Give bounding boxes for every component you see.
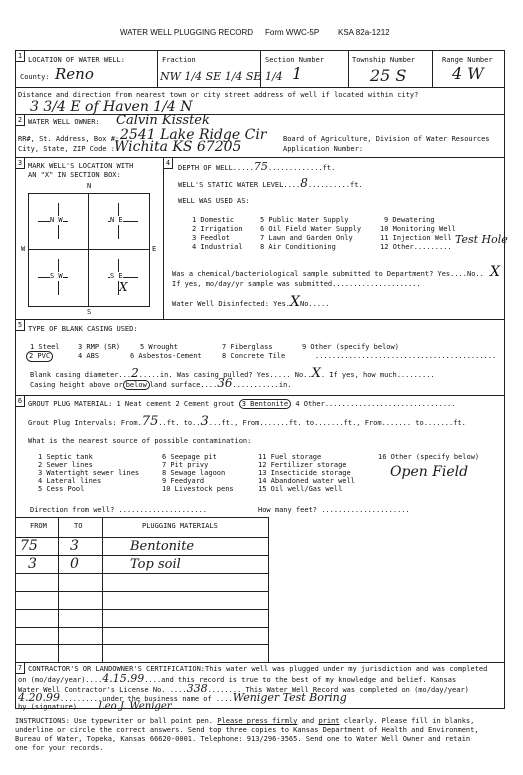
use-public-water-supply[interactable]: 5 Public Water Supply	[260, 216, 349, 224]
contam-sewer-lines[interactable]: 2 Sewer lines	[38, 461, 93, 469]
casing-below-circled[interactable]: below	[123, 380, 150, 390]
casing-other-blank[interactable]: ...........................................	[315, 352, 497, 360]
casing-pvc-circled[interactable]: 2 PVC	[26, 351, 53, 362]
owner-label: WATER WELL OWNER:	[28, 118, 100, 126]
form-number: Form WWC-5P	[265, 28, 320, 37]
east-label: E	[152, 245, 157, 253]
section-5-number: 5	[15, 319, 25, 331]
depth-value[interactable]: 75	[253, 160, 268, 173]
mark-location-label: MARK WELL'S LOCATION WITH	[28, 162, 134, 170]
contam-seepage-pit[interactable]: 6 Seepage pit	[162, 453, 217, 461]
form-title: WATER WELL PLUGGING RECORD	[120, 28, 254, 37]
grout-bentonite-circled[interactable]: 3 Bentonite	[239, 399, 291, 409]
signature[interactable]: Leo J. Weniger	[98, 701, 172, 712]
contam-fertilizer-storage[interactable]: 12 Fertilizer storage	[258, 461, 347, 469]
township-value[interactable]: 25 S	[370, 66, 407, 85]
contam-sewage-lagoon[interactable]: 8 Sewage lagoon	[162, 469, 226, 477]
contam-livestock-pens[interactable]: 10 Livestock pens	[162, 485, 234, 493]
direction-label[interactable]: Direction from well? .....................	[30, 506, 208, 514]
contam-fuel-storage[interactable]: 11 Fuel storage	[258, 453, 322, 461]
use-monitoring-well[interactable]: 10 Monitoring Well	[380, 225, 456, 233]
casing-height-label: Casing height above or	[30, 381, 123, 389]
casing-pulled-label: .....in. Was casing pulled? Yes..... No..	[138, 371, 312, 379]
casing-concrete-tile[interactable]: 8 Concrete Tile	[222, 352, 286, 360]
section-box[interactable]	[28, 193, 150, 307]
casing-type-label: TYPE OF BLANK CASING USED:	[28, 325, 138, 333]
license-label: Water Well Contractor's License No. ....	[18, 686, 187, 694]
contam-septic-tank[interactable]: 1 Septic tank	[38, 453, 93, 461]
section-2-number: 2	[15, 114, 25, 126]
range-label: Range Number	[442, 56, 493, 64]
contam-abandoned-well[interactable]: 14 Abandoned water well	[258, 477, 355, 485]
chem-sample-no-mark[interactable]: X	[490, 264, 500, 280]
col-header-to: TO	[74, 522, 83, 530]
instructions-press-firmly: Please press firmly	[217, 717, 298, 725]
section-7-number: 7	[15, 662, 25, 674]
casing-fiberglass[interactable]: 7 Fiberglass	[222, 343, 273, 351]
casing-height-label-b: land surface....	[149, 381, 218, 389]
se-quadrant-label: S E	[110, 272, 123, 280]
section-6-number: 6	[15, 395, 25, 407]
static-level-value[interactable]: 8	[300, 176, 308, 190]
business-name-value[interactable]: Weniger Test Boring	[232, 691, 347, 704]
use-other-value[interactable]: Test Hole	[455, 233, 508, 246]
instructions-line-3: Bureau of Water, Topeka, Kansas 66620-0001. Telephone: 913/296-3565. Send one to Water Well Owner and retain	[15, 735, 471, 743]
distance-label: Distance and direction from nearest town or city street address of well if located within city?	[18, 91, 419, 99]
section-label: Section Number	[265, 56, 325, 64]
col-header-from: FROM	[30, 522, 47, 530]
use-oil-field-water-supply[interactable]: 6 Oil Field Water Supply	[260, 225, 362, 233]
use-air-conditioning[interactable]: 8 Air Conditioning	[260, 243, 336, 251]
sw-quadrant-label: S W	[50, 272, 63, 280]
casing-other[interactable]: 9 Other (specify below)	[302, 343, 399, 351]
nw-quadrant-label: N W	[50, 216, 63, 224]
grout-to-label: ..ft. to..	[158, 419, 201, 427]
casing-asbestos-cement[interactable]: 6 Asbestos-Cement	[130, 352, 202, 360]
col-header-materials: PLUGGING MATERIALS	[142, 522, 218, 530]
use-domestic[interactable]: 1 Domestic	[192, 216, 235, 224]
table-row-2-to[interactable]: 0	[70, 556, 79, 572]
disinfected-yes-mark[interactable]: X	[290, 294, 300, 310]
casing-diameter-value[interactable]: 2	[131, 366, 139, 380]
fraction-label: Fraction	[162, 56, 196, 64]
contam-other[interactable]: 16 Other (specify below)	[378, 453, 480, 461]
license-value[interactable]: 338	[186, 682, 208, 695]
disinfected-no[interactable]: No.....	[299, 300, 330, 308]
contam-feedyard[interactable]: 9 Feedyard	[162, 477, 205, 485]
grout-other[interactable]: 4 Other...............................	[295, 400, 456, 408]
instructions-text: INSTRUCTIONS: Use typewriter or ball point pen.	[15, 717, 218, 725]
instructions-line-4: one for your records.	[15, 744, 104, 752]
casing-height-value[interactable]: 36	[217, 376, 233, 390]
plugged-date-value[interactable]: 4.15.99	[102, 672, 145, 685]
static-level-label: WELL'S STATIC WATER LEVEL....	[178, 181, 301, 189]
use-feedlot[interactable]: 3 Feedlot	[192, 234, 230, 242]
well-location-x-mark: X	[119, 280, 128, 294]
table-row-1-material[interactable]: Bentonite	[130, 539, 195, 554]
record-completed-date[interactable]: 4.20.99	[18, 691, 60, 704]
address-label: RR#, St. Address, Box #:	[18, 135, 120, 143]
grout-to-1[interactable]: 3	[200, 414, 209, 429]
location-label: LOCATION OF WATER WELL:	[28, 56, 125, 64]
mark-location-label-2: AN "X" IN SECTION BOX:	[28, 171, 121, 179]
ne-quadrant-label: N E	[110, 216, 123, 224]
contam-oil-gas-well[interactable]: 15 Oil well/Gas well	[258, 485, 343, 493]
section-value[interactable]: 1	[292, 64, 303, 83]
contam-watertight-sewer[interactable]: 3 Watertight sewer lines	[38, 469, 140, 477]
fraction-value[interactable]: NW 1/4 SE 1/4 SE 1/4	[160, 70, 283, 83]
south-label: S	[87, 308, 92, 316]
grout-intervals-rest: ...ft., From.......ft. to.......ft., From....... to.......ft.	[208, 419, 466, 427]
static-level-unit: ..........ft.	[307, 181, 363, 189]
table-row-2-material[interactable]: Top soil	[130, 557, 181, 572]
signature-label: by (signature) ....	[18, 703, 99, 711]
west-label: W	[21, 245, 26, 253]
contam-cess-pool[interactable]: 5 Cess Pool	[38, 485, 85, 493]
depth-unit: .............ft.	[267, 164, 336, 172]
use-lawn-garden[interactable]: 7 Lawn and Garden Only	[260, 234, 353, 242]
section-1-number: 1	[15, 50, 25, 62]
table-row-2-from[interactable]: 3	[28, 556, 37, 572]
distance-value[interactable]: 3 3/4 E of Haven 1/4 N	[30, 99, 193, 115]
contam-insecticide-storage[interactable]: 13 Insecticide storage	[258, 469, 351, 477]
board-label: Board of Agriculture, Division of Water Resources	[283, 135, 490, 143]
table-row-1-to[interactable]: 3	[70, 538, 79, 554]
city-label: City, State, ZIP Code :	[18, 145, 115, 153]
instructions-and: and	[297, 717, 319, 725]
city-value[interactable]: Wichita KS 67205	[114, 139, 242, 155]
contamination-label: What is the nearest source of possible contamination:	[28, 437, 252, 445]
instructions-line-2: underline or circle the correct answers. Send top three copies to Kansas Department of Health and Environment,	[15, 726, 479, 734]
sample-date-label: If yes, mo/day/yr sample was submitted.....................	[172, 280, 421, 288]
contam-other-value[interactable]: Open Field	[390, 464, 469, 480]
north-label: N	[87, 182, 92, 190]
table-row-1-from[interactable]: 75	[20, 538, 38, 554]
casing-rmp[interactable]: 3 RMP (SR)	[78, 343, 121, 351]
grout-intervals-label: Grout Plug Intervals: From.	[28, 419, 142, 427]
instructions-text-b: clearly. Please fill in blanks,	[339, 717, 475, 725]
depth-label: DEPTH OF WELL.....	[178, 164, 254, 172]
grout-material-label: GROUT PLUG MATERIAL: 1 Neat cement 2 Cement grout	[28, 400, 235, 408]
owner-value[interactable]: Calvin Kisstek	[116, 113, 210, 128]
ksa-reference: KSA 82a-1212	[338, 28, 390, 37]
township-label: Township Number	[352, 56, 416, 64]
use-irrigation[interactable]: 2 Irrigation	[192, 225, 243, 233]
howmany-feet-label[interactable]: How many feet? .....................	[258, 506, 410, 514]
county-label: County:	[20, 73, 50, 81]
application-label: Application Number:	[283, 145, 364, 153]
certification-date-label: on (mo/day/year)....	[18, 676, 103, 684]
use-dewatering[interactable]: 9 Dewatering	[384, 216, 435, 224]
disinfected-label: Water Well Disinfected: Yes.	[172, 300, 291, 308]
used-as-label: WELL WAS USED AS:	[178, 197, 250, 205]
county-value[interactable]: Reno	[55, 65, 94, 83]
casing-steel[interactable]: 1 Steel	[30, 343, 60, 351]
casing-pulled-no-mark[interactable]: X	[311, 366, 321, 381]
contam-pit-privy[interactable]: 7 Pit privy	[162, 461, 209, 469]
certification-line-2: ....and this record is true to the best of my knowledge and belief. Kansas	[144, 676, 457, 684]
contam-lateral-lines[interactable]: 4 Lateral lines	[38, 477, 102, 485]
record-completed-label: ........ This Water Well Record was completed on (mo/day/year)	[207, 686, 469, 694]
business-name-label: ..........under the business name of ....	[60, 695, 233, 703]
casing-diameter-label: Blank casing diameter...	[30, 371, 132, 379]
casing-height-unit: ...........in.	[232, 381, 292, 389]
use-injection-well[interactable]: 11 Injection Well	[380, 234, 452, 242]
section-3-number: 3	[15, 157, 25, 169]
casing-wrought[interactable]: 5 Wrought	[140, 343, 178, 351]
casing-abs[interactable]: 4 ABS	[78, 352, 100, 360]
address-value[interactable]: 2541 Lake Ridge Cir	[120, 127, 267, 143]
casing-howmuch-label: . If yes, how much.........	[320, 371, 435, 379]
use-other[interactable]: 12 Other.........	[380, 243, 452, 251]
section-4-number: 4	[163, 157, 173, 169]
grout-from-1[interactable]: 75	[141, 414, 159, 429]
use-industrial[interactable]: 4 Industrial	[192, 243, 243, 251]
range-value[interactable]: 4 W	[452, 64, 484, 83]
instructions-print: print	[318, 717, 340, 725]
chem-sample-label: Was a chemical/bacteriological sample submitted to Department? Yes....No..	[172, 270, 484, 278]
certification-line-1: CONTRACTOR'S OR LANDOWNER'S CERTIFICATION:This water well was plugged under my jurisdiction and was completed	[28, 665, 488, 673]
